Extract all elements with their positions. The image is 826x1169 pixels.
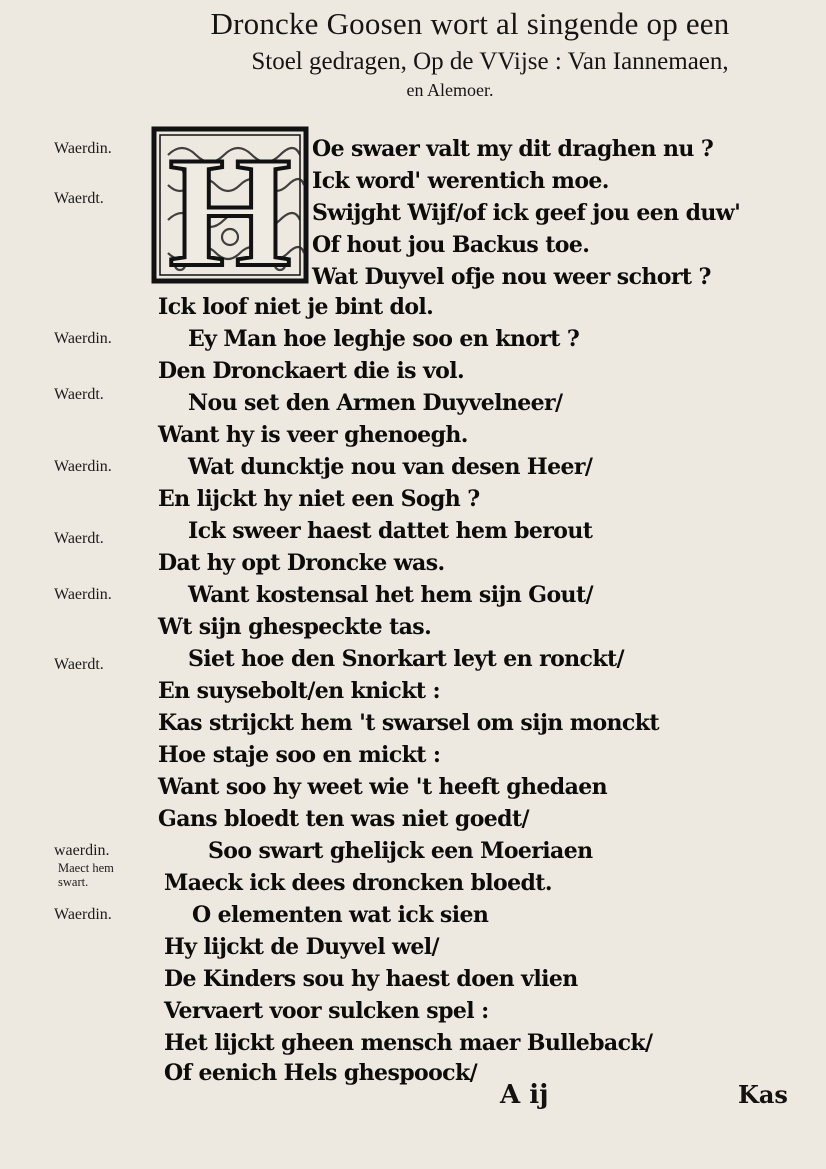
verse-line: Wat Duyvel ofje nou weer schort ?	[312, 264, 711, 290]
verse-line: Wat duncktje nou van desen Heer/	[188, 454, 593, 480]
verse-line: De Kinders sou hy haest doen vlien	[164, 966, 578, 992]
speaker-label: waerdin.	[54, 842, 110, 859]
verse-line: Dat hy opt Droncke was.	[158, 550, 445, 576]
verse-line: Swijght Wijf/of ick geef jou een duw'	[312, 200, 741, 226]
verse-line: Ick sweer haest dattet hem berout	[188, 518, 593, 544]
verse-line: Of eenich Hels ghespoock/	[164, 1060, 478, 1086]
verse-line: Hy lijckt de Duyvel wel/	[164, 934, 439, 960]
speaker-label: Waerdin.	[54, 906, 112, 923]
verse-line: Want soo hy weet wie 't heeft ghedaen	[158, 774, 608, 800]
verse-line: Hoe staje soo en mickt :	[158, 742, 441, 768]
verse-line: En lijckt hy niet een Sogh ?	[158, 486, 480, 512]
title-line-1: Droncke Goosen wort al singende op een	[210, 6, 730, 41]
verse-line: En suysebolt/en knickt :	[158, 678, 441, 704]
verse-line: Want hy is veer ghenoegh.	[158, 422, 468, 448]
verse-line: Soo swart ghelijck een Moeriaen	[208, 838, 593, 864]
verse-line: Gans bloedt ten was niet goedt/	[158, 806, 529, 832]
verse-line: Wt sijn ghespeckte tas.	[158, 614, 432, 640]
speaker-label: Waerdin.	[54, 458, 112, 475]
speaker-label: Waerdin.	[54, 330, 112, 347]
verse-line: Vervaert voor sulcken spel :	[164, 998, 489, 1024]
decorated-initial-letter: H	[168, 125, 292, 285]
verse-line: Maeck ick dees droncken bloedt.	[164, 870, 552, 896]
verse-line: Den Dronckaert die is vol.	[158, 358, 465, 384]
speaker-label: Waerdt.	[54, 386, 104, 403]
verse-line: Ick loof niet je bint dol.	[158, 294, 434, 320]
signature-mark: A ij	[500, 1080, 549, 1110]
catchword: Kas	[738, 1080, 788, 1109]
verse-line: Of hout jou Backus toe.	[312, 232, 590, 258]
decorated-initial	[150, 125, 310, 285]
speaker-label: Waerdt.	[54, 190, 104, 207]
verse-line: O elementen wat ick sien	[192, 902, 489, 928]
title-line-3: en Alemoer.	[406, 80, 494, 100]
verse-line: Kas strijckt hem 't swarsel om sijn monckt	[158, 710, 659, 736]
verse-line: Ick word' werentich moe.	[312, 168, 609, 194]
verse-line: Siet hoe den Snorkart leyt en ronckt/	[188, 646, 624, 672]
margin-note-line-2: swart.	[58, 875, 89, 889]
verse-line: Oe swaer valt my dit draghen nu ?	[312, 136, 714, 162]
verse-line: Nou set den Armen Duyvelneer/	[188, 390, 563, 416]
verse-line: Want kostensal het hem sijn Gout/	[188, 582, 593, 608]
speaker-label: Waerdin.	[54, 586, 112, 603]
verse-line: Ey Man hoe leghje soo en knort ?	[188, 326, 580, 352]
speaker-label: Waerdin.	[54, 140, 112, 157]
title-line-2: Stoel gedragen, Op de VVijse : Van Iannemaen,	[251, 48, 729, 75]
verse-line: Het lijckt gheen mensch maer Bulleback/	[164, 1030, 653, 1056]
speaker-label: Waerdt.	[54, 656, 104, 673]
speaker-label: Waerdt.	[54, 530, 104, 547]
margin-note-line-1: Maect hem	[58, 861, 114, 875]
